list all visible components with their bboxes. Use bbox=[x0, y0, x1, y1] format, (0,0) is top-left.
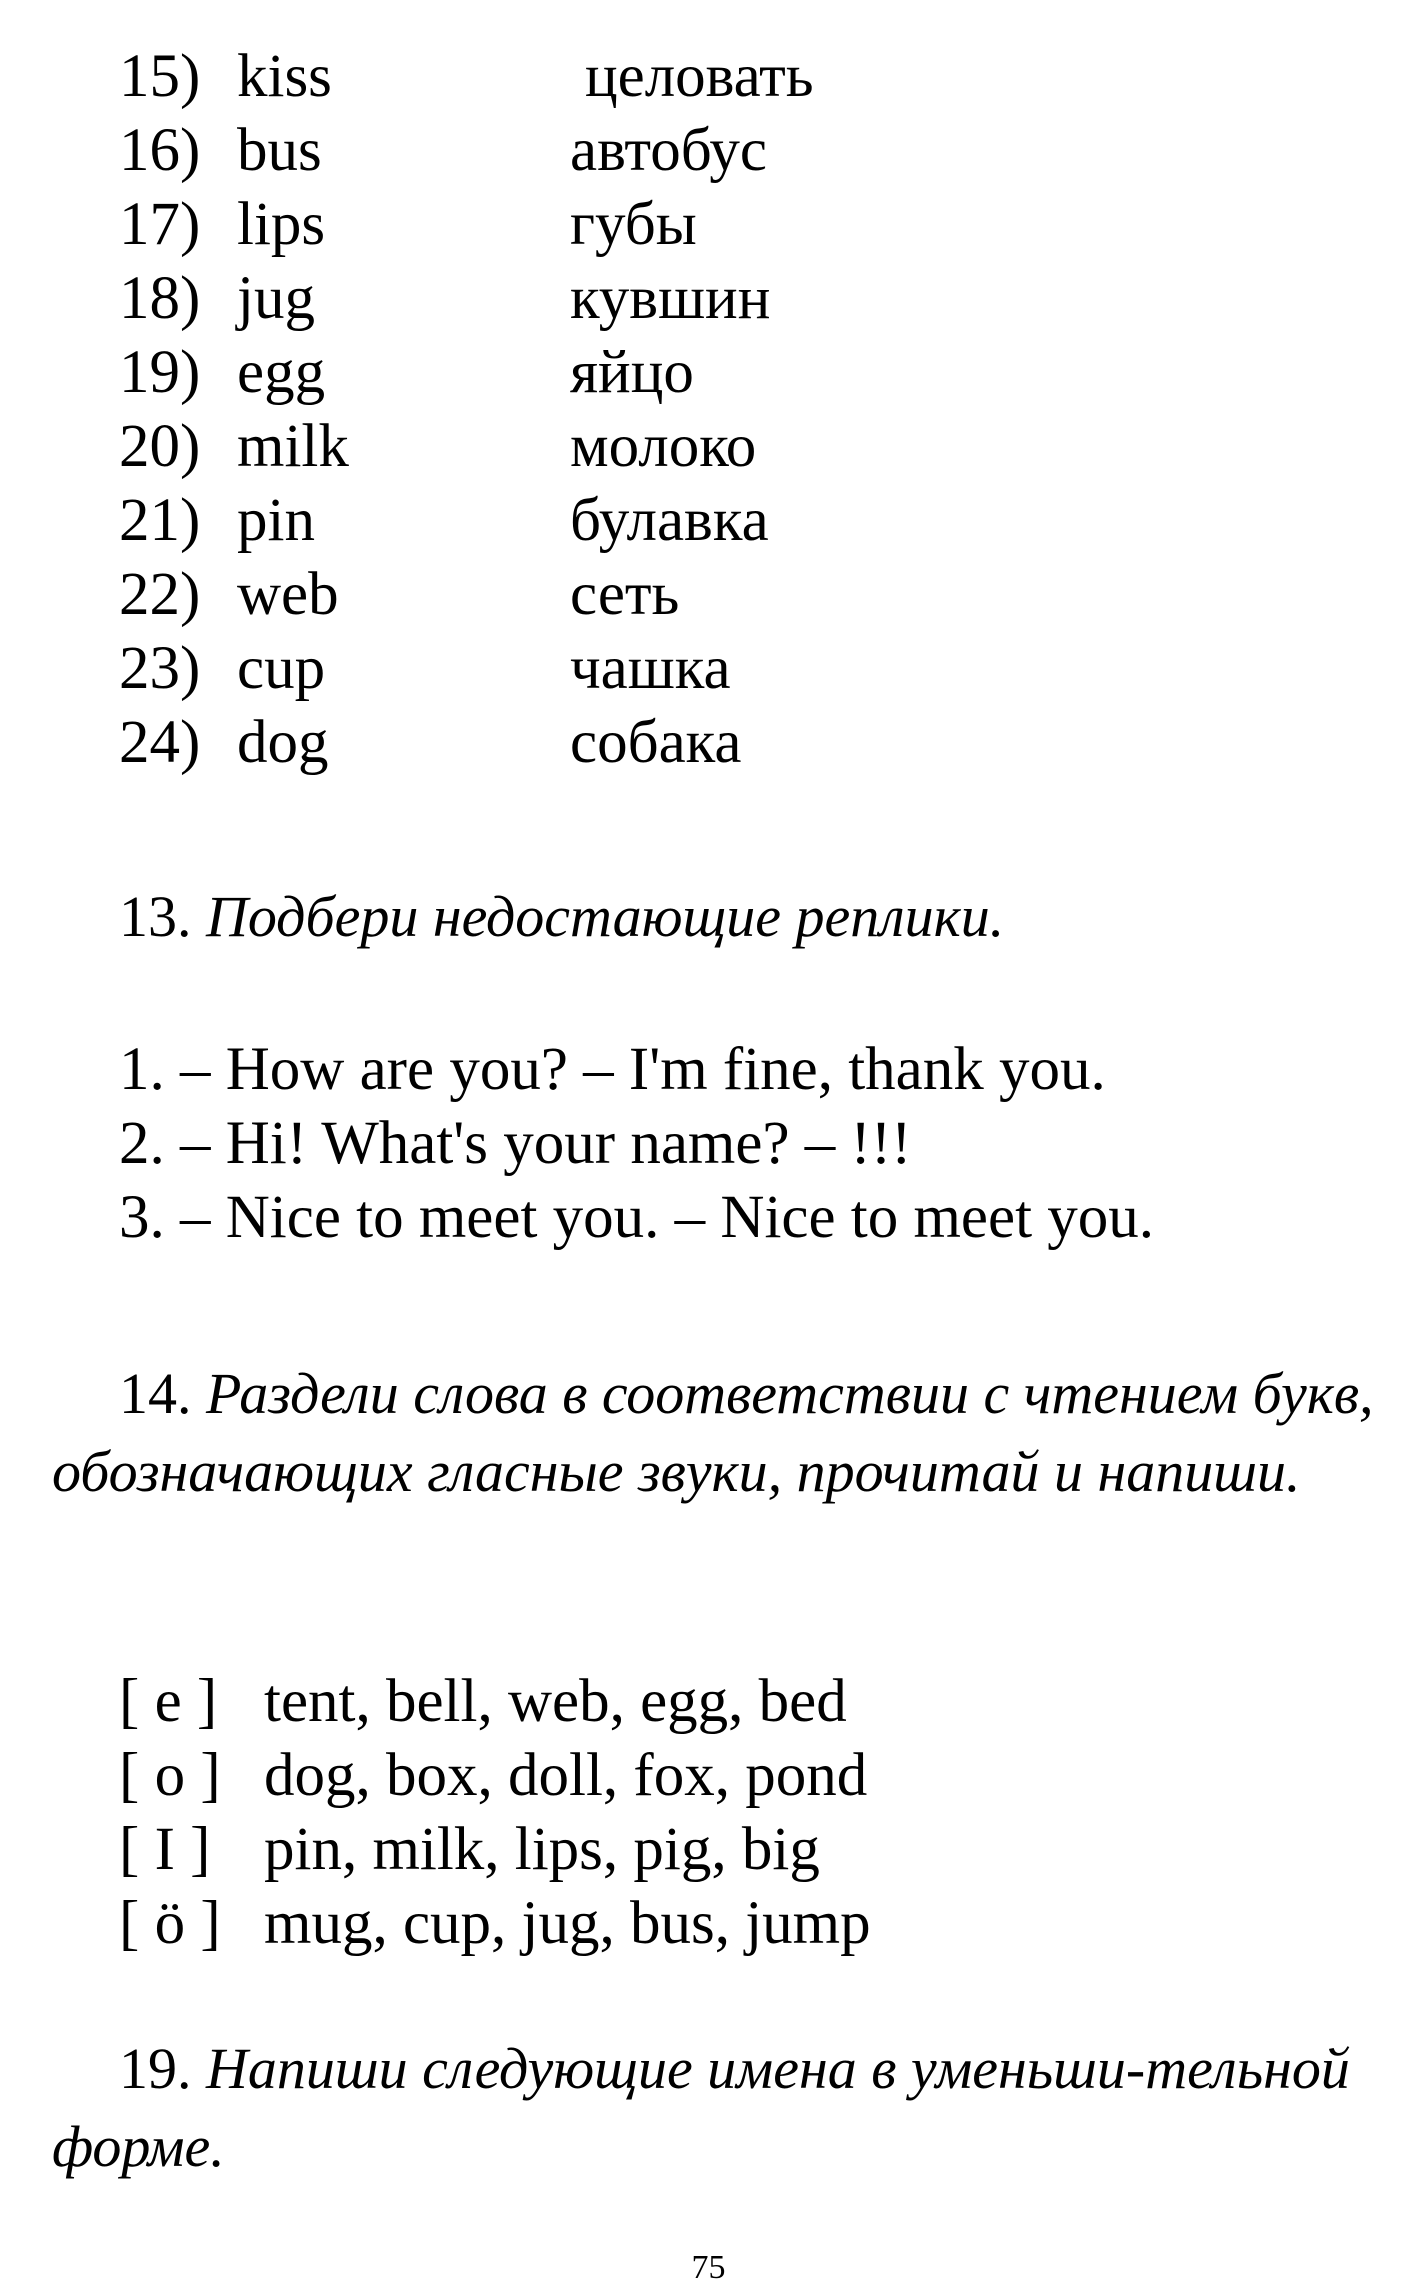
page-number: 75 bbox=[691, 2249, 726, 2286]
vocab-number: 24) bbox=[119, 709, 201, 776]
sound-symbol: [ I ] bbox=[119, 1816, 211, 1883]
task-instruction: Подбери недостающие реплики. bbox=[206, 884, 1005, 949]
dialogue-line: 1. – How are you? – I'm fine, thank you. bbox=[119, 1036, 1106, 1103]
vocab-english: milk bbox=[237, 413, 349, 480]
vocab-russian: автобус bbox=[570, 117, 767, 184]
vocab-number: 23) bbox=[119, 635, 201, 702]
vocab-number: 21) bbox=[119, 487, 201, 554]
vocab-number: 22) bbox=[119, 561, 201, 628]
sound-group bbox=[119, 1665, 847, 1739]
vocab-russian: молоко bbox=[570, 413, 757, 480]
vocab-number: 15) bbox=[119, 43, 201, 110]
vocab-russian: собака bbox=[570, 709, 742, 776]
vocab-english: kiss bbox=[237, 43, 332, 110]
vocab-english: web bbox=[237, 561, 339, 628]
vocab-russian: целовать bbox=[585, 43, 814, 110]
vocab-english: lips bbox=[237, 191, 326, 258]
task-14-heading bbox=[52, 1355, 1382, 1511]
sound-symbol: [ e ] bbox=[119, 1668, 218, 1735]
vocab-number: 17) bbox=[119, 191, 201, 258]
sound-group bbox=[119, 1887, 871, 1961]
sound-group bbox=[119, 1813, 820, 1887]
vocab-russian: сеть bbox=[570, 561, 680, 628]
vocab-english: dog bbox=[237, 709, 329, 776]
vocab-russian: чашка bbox=[570, 635, 731, 702]
sound-words: tent, bell, web, egg, bed bbox=[264, 1668, 847, 1735]
vocab-number: 19) bbox=[119, 339, 201, 406]
sound-words: dog, box, doll, fox, pond bbox=[264, 1742, 868, 1809]
vocab-number: 20) bbox=[119, 413, 201, 480]
sound-words: pin, milk, lips, pig, big bbox=[264, 1816, 820, 1883]
sound-symbol: [ ö ] bbox=[119, 1890, 221, 1957]
sound-group bbox=[119, 1739, 867, 1813]
task-number: 19. bbox=[119, 2036, 192, 2101]
vocab-russian: кувшин bbox=[570, 265, 771, 332]
dialogue-line: 3. – Nice to meet you. – Nice to meet you. bbox=[119, 1184, 1155, 1251]
task-instruction: Раздели слова в соответствии с чтением букв, обозначающих гласные звуки, прочитай и напиши. bbox=[52, 1361, 1374, 1504]
vocab-english: pin bbox=[237, 487, 315, 554]
vocab-number: 16) bbox=[119, 117, 201, 184]
vocab-english: jug bbox=[237, 265, 315, 332]
vocab-english: bus bbox=[237, 117, 322, 184]
task-13-heading bbox=[119, 880, 1004, 954]
task-instruction: Напиши следующие имена в уменьши-тельной форме. bbox=[52, 2036, 1350, 2179]
task-number: 13. bbox=[119, 884, 192, 949]
vocab-english: cup bbox=[237, 635, 326, 702]
sound-symbol: [ o ] bbox=[119, 1742, 221, 1809]
vocab-russian: яйцо bbox=[570, 339, 694, 406]
task-number: 14. bbox=[119, 1361, 192, 1426]
vocab-english: egg bbox=[237, 339, 326, 406]
sound-words: mug, cup, jug, bus, jump bbox=[264, 1890, 871, 1957]
dialogue-line: 2. – Hi! What's your name? – !!! bbox=[119, 1110, 912, 1177]
vocab-number: 18) bbox=[119, 265, 201, 332]
task-19-heading bbox=[52, 2030, 1382, 2186]
vocab-russian: булавка bbox=[570, 487, 769, 554]
vocab-russian: губы bbox=[570, 191, 697, 258]
